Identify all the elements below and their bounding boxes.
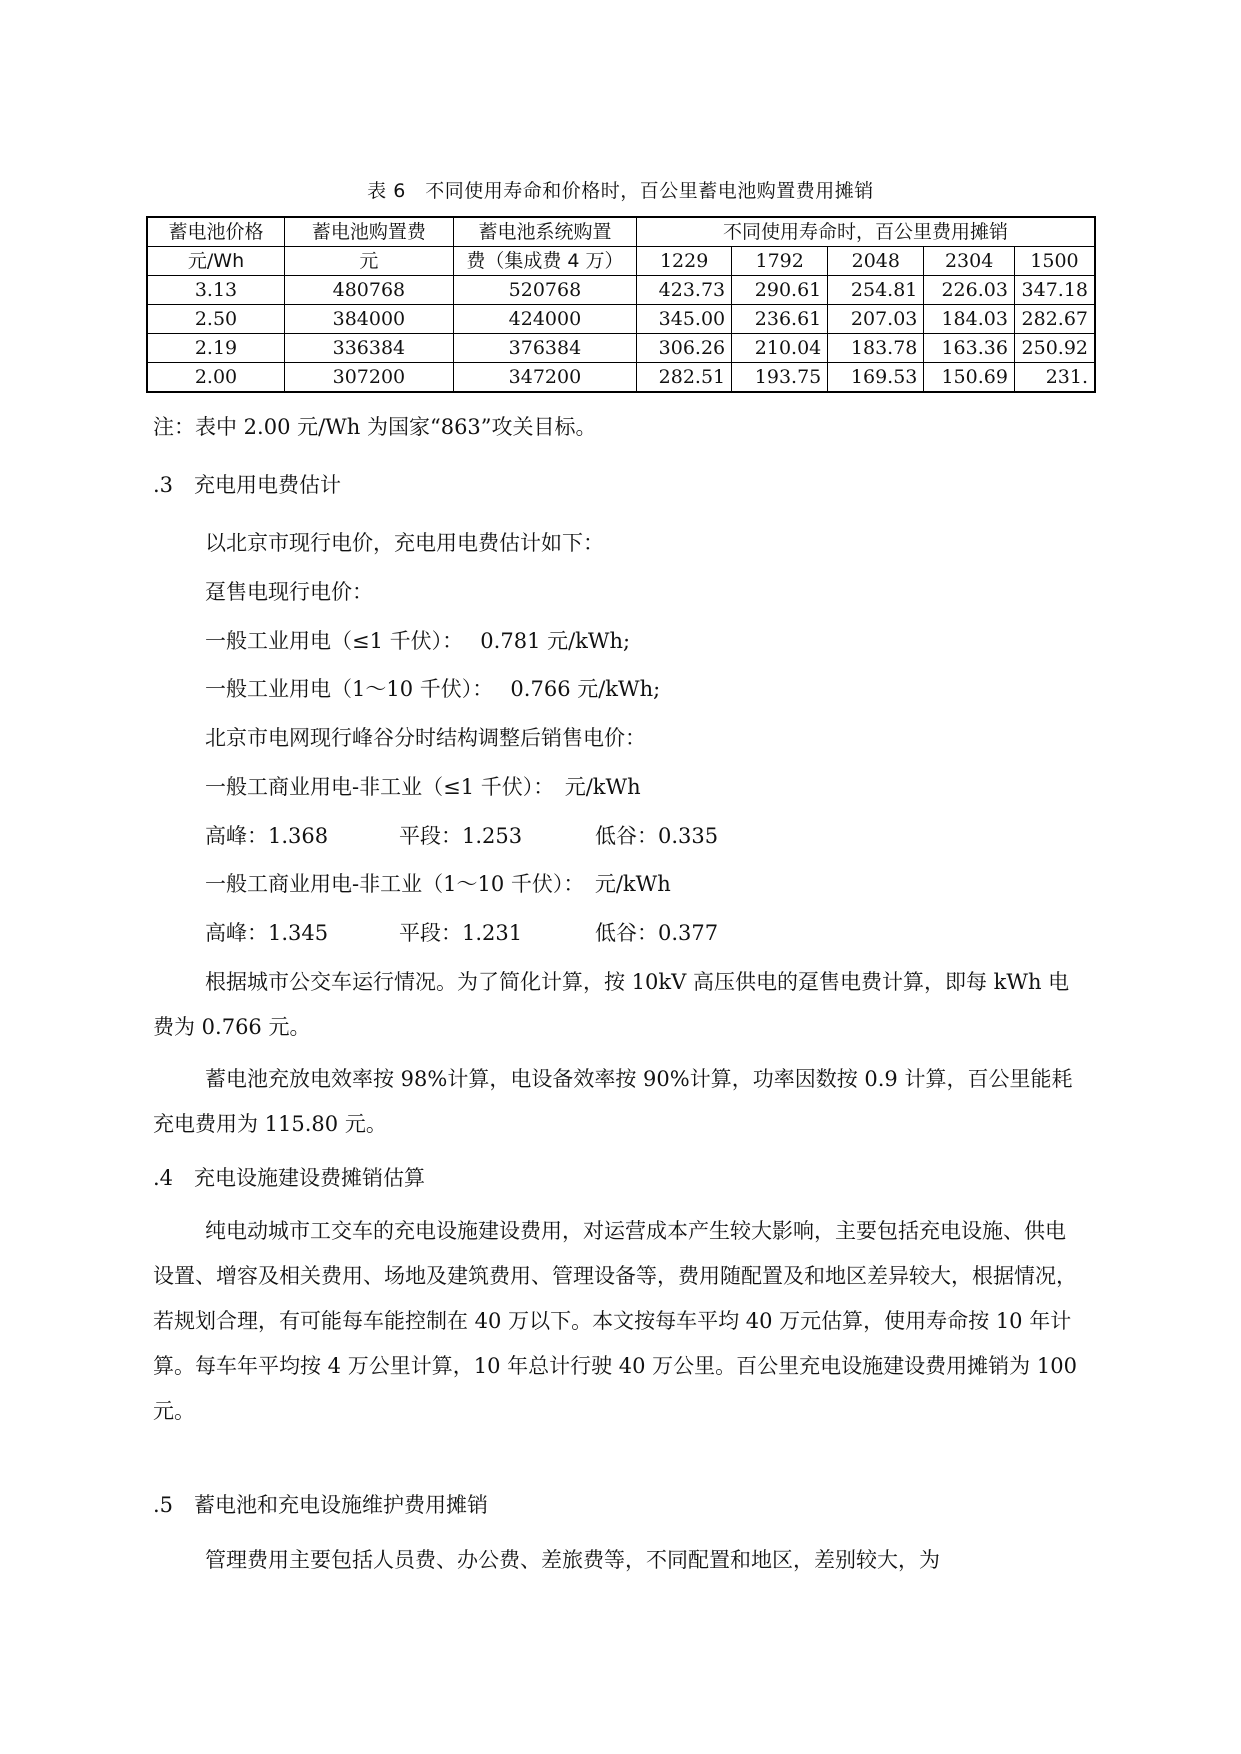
table-cell: 236.61 <box>732 305 828 334</box>
table-header-row-2 <box>147 247 1095 276</box>
table-cell: 3.13 <box>147 276 284 305</box>
header-price: 蓄电池价格 <box>147 217 284 247</box>
table-cell: 163.36 <box>924 334 1015 363</box>
table-cell: 2.19 <box>147 334 284 363</box>
section-3-paragraph-1: 根据城市公交车运行情况。为了简化计算，按 10kV 高压供电的趸售电费计算，即每 kWh 电费为 0.766 元。 <box>153 970 1070 1039</box>
table-cell: 207.03 <box>828 305 924 334</box>
table-cell: 210.04 <box>732 334 828 363</box>
header-system-unit: 费（集成费 4 万） <box>453 247 636 276</box>
table-cell: 2.00 <box>147 363 284 393</box>
section-5-paragraph: 管理费用主要包括人员费、办公费、差旅费等，不同配置和地区，差别较大，为 <box>205 1548 940 1572</box>
table-header-row-1 <box>147 217 1095 247</box>
table-cell: 347.18 <box>1014 276 1095 305</box>
table-cell: 290.61 <box>732 276 828 305</box>
header-purchase-unit: 元 <box>284 247 453 276</box>
commercial-2-title: 一般工商业用电-非工业（1～10 千伏）： 元/kWh <box>205 872 671 896</box>
table-cell: 231. <box>1014 363 1095 393</box>
industry-price-2: 一般工业用电（1～10 千伏）： 0.766 元/kWh; <box>205 677 661 701</box>
industry-price-1: 一般工业用电（≤1 千伏）： 0.781 元/kWh; <box>205 629 631 653</box>
table-cell: 384000 <box>284 305 453 334</box>
table-cell: 480768 <box>284 276 453 305</box>
header-lifespan: 2048 <box>828 247 924 276</box>
commercial-2-valley: 低谷：0.377 <box>595 921 719 945</box>
table-cell: 424000 <box>453 305 636 334</box>
table-cell: 336384 <box>284 334 453 363</box>
retail-price-title: 趸售电现行电价： <box>205 580 373 604</box>
commercial-1-peak: 高峰：1.368 <box>205 824 329 848</box>
table-row <box>147 334 1095 363</box>
table-row <box>147 363 1095 393</box>
table-cell: 306.26 <box>637 334 732 363</box>
header-lifespan-group: 不同使用寿命时，百公里费用摊销 <box>637 217 1095 247</box>
commercial-1-rates <box>205 821 718 851</box>
table-row <box>147 305 1095 334</box>
table-cell: 2.50 <box>147 305 284 334</box>
section-3-intro: 以北京市现行电价，充电用电费估计如下： <box>205 531 604 555</box>
commercial-1-title: 一般工商业用电-非工业（≤1 千伏）： 元/kWh <box>205 775 641 799</box>
table-cell: 282.67 <box>1014 305 1095 334</box>
commercial-2-peak: 高峰：1.345 <box>205 921 329 945</box>
table-cell: 520768 <box>453 276 636 305</box>
table-note: 注：表中 2.00 元/Wh 为国家“863”攻关目标。 <box>153 415 597 439</box>
header-lifespan: 1792 <box>732 247 828 276</box>
header-lifespan: 1229 <box>637 247 732 276</box>
section-5-heading: .5 蓄电池和充电设施维护费用摊销 <box>153 1493 489 1517</box>
table-cell: 150.69 <box>924 363 1015 393</box>
section-3-heading: .3 充电用电费估计 <box>153 473 342 497</box>
table-cell: 250.92 <box>1014 334 1095 363</box>
header-purchase: 蓄电池购置费 <box>284 217 453 247</box>
beijing-price-title: 北京市电网现行峰谷分时结构调整后销售电价： <box>205 726 646 750</box>
section-3-paragraph-2: 蓄电池充放电效率按 98%计算，电设备效率按 90%计算，功率因数按 0.9 计算，百公里能耗充电费用为 115.80 元。 <box>153 1067 1073 1136</box>
table-cell: 226.03 <box>924 276 1015 305</box>
table-cell: 423.73 <box>637 276 732 305</box>
table-cell: 193.75 <box>732 363 828 393</box>
table-cell: 184.03 <box>924 305 1015 334</box>
header-lifespan: 1500 <box>1014 247 1095 276</box>
section-4-paragraph: 纯电动城市工交车的充电设施建设费用，对运营成本产生较大影响，主要包括充电设施、供电设置、增容及相关费用、场地及建筑费用、管理设备等，费用随配置及和地区差异较大，根据情况，若规划合理，有可能每车能控制在 40 万以下。本文按每车平均 40 万元估算，使用寿命按 10 年计算。每车年平均按 4 万公里计算，10 年总计行驶 40 万公里。百公里充电设施建设费用摊销为 100 元。 <box>153 1219 1077 1423</box>
commercial-1-flat: 平段：1.253 <box>399 824 523 848</box>
table-cell: 169.53 <box>828 363 924 393</box>
commercial-1-valley: 低谷：0.335 <box>595 824 719 848</box>
header-price-unit: 元/Wh <box>147 247 284 276</box>
table-row <box>147 276 1095 305</box>
section-4-heading: .4 充电设施建设费摊销估算 <box>153 1166 426 1190</box>
table-cell: 347200 <box>453 363 636 393</box>
battery-cost-table <box>146 216 1096 393</box>
table-cell: 307200 <box>284 363 453 393</box>
commercial-2-rates <box>205 918 718 948</box>
header-system: 蓄电池系统购置 <box>453 217 636 247</box>
table-cell: 282.51 <box>637 363 732 393</box>
table-cell: 376384 <box>453 334 636 363</box>
table-cell: 254.81 <box>828 276 924 305</box>
table-cell: 183.78 <box>828 334 924 363</box>
table-caption: 表 6 不同使用寿命和价格时，百公里蓄电池购置费用摊销 <box>367 180 874 202</box>
commercial-2-flat: 平段：1.231 <box>399 921 523 945</box>
header-lifespan: 2304 <box>924 247 1015 276</box>
table-cell: 345.00 <box>637 305 732 334</box>
